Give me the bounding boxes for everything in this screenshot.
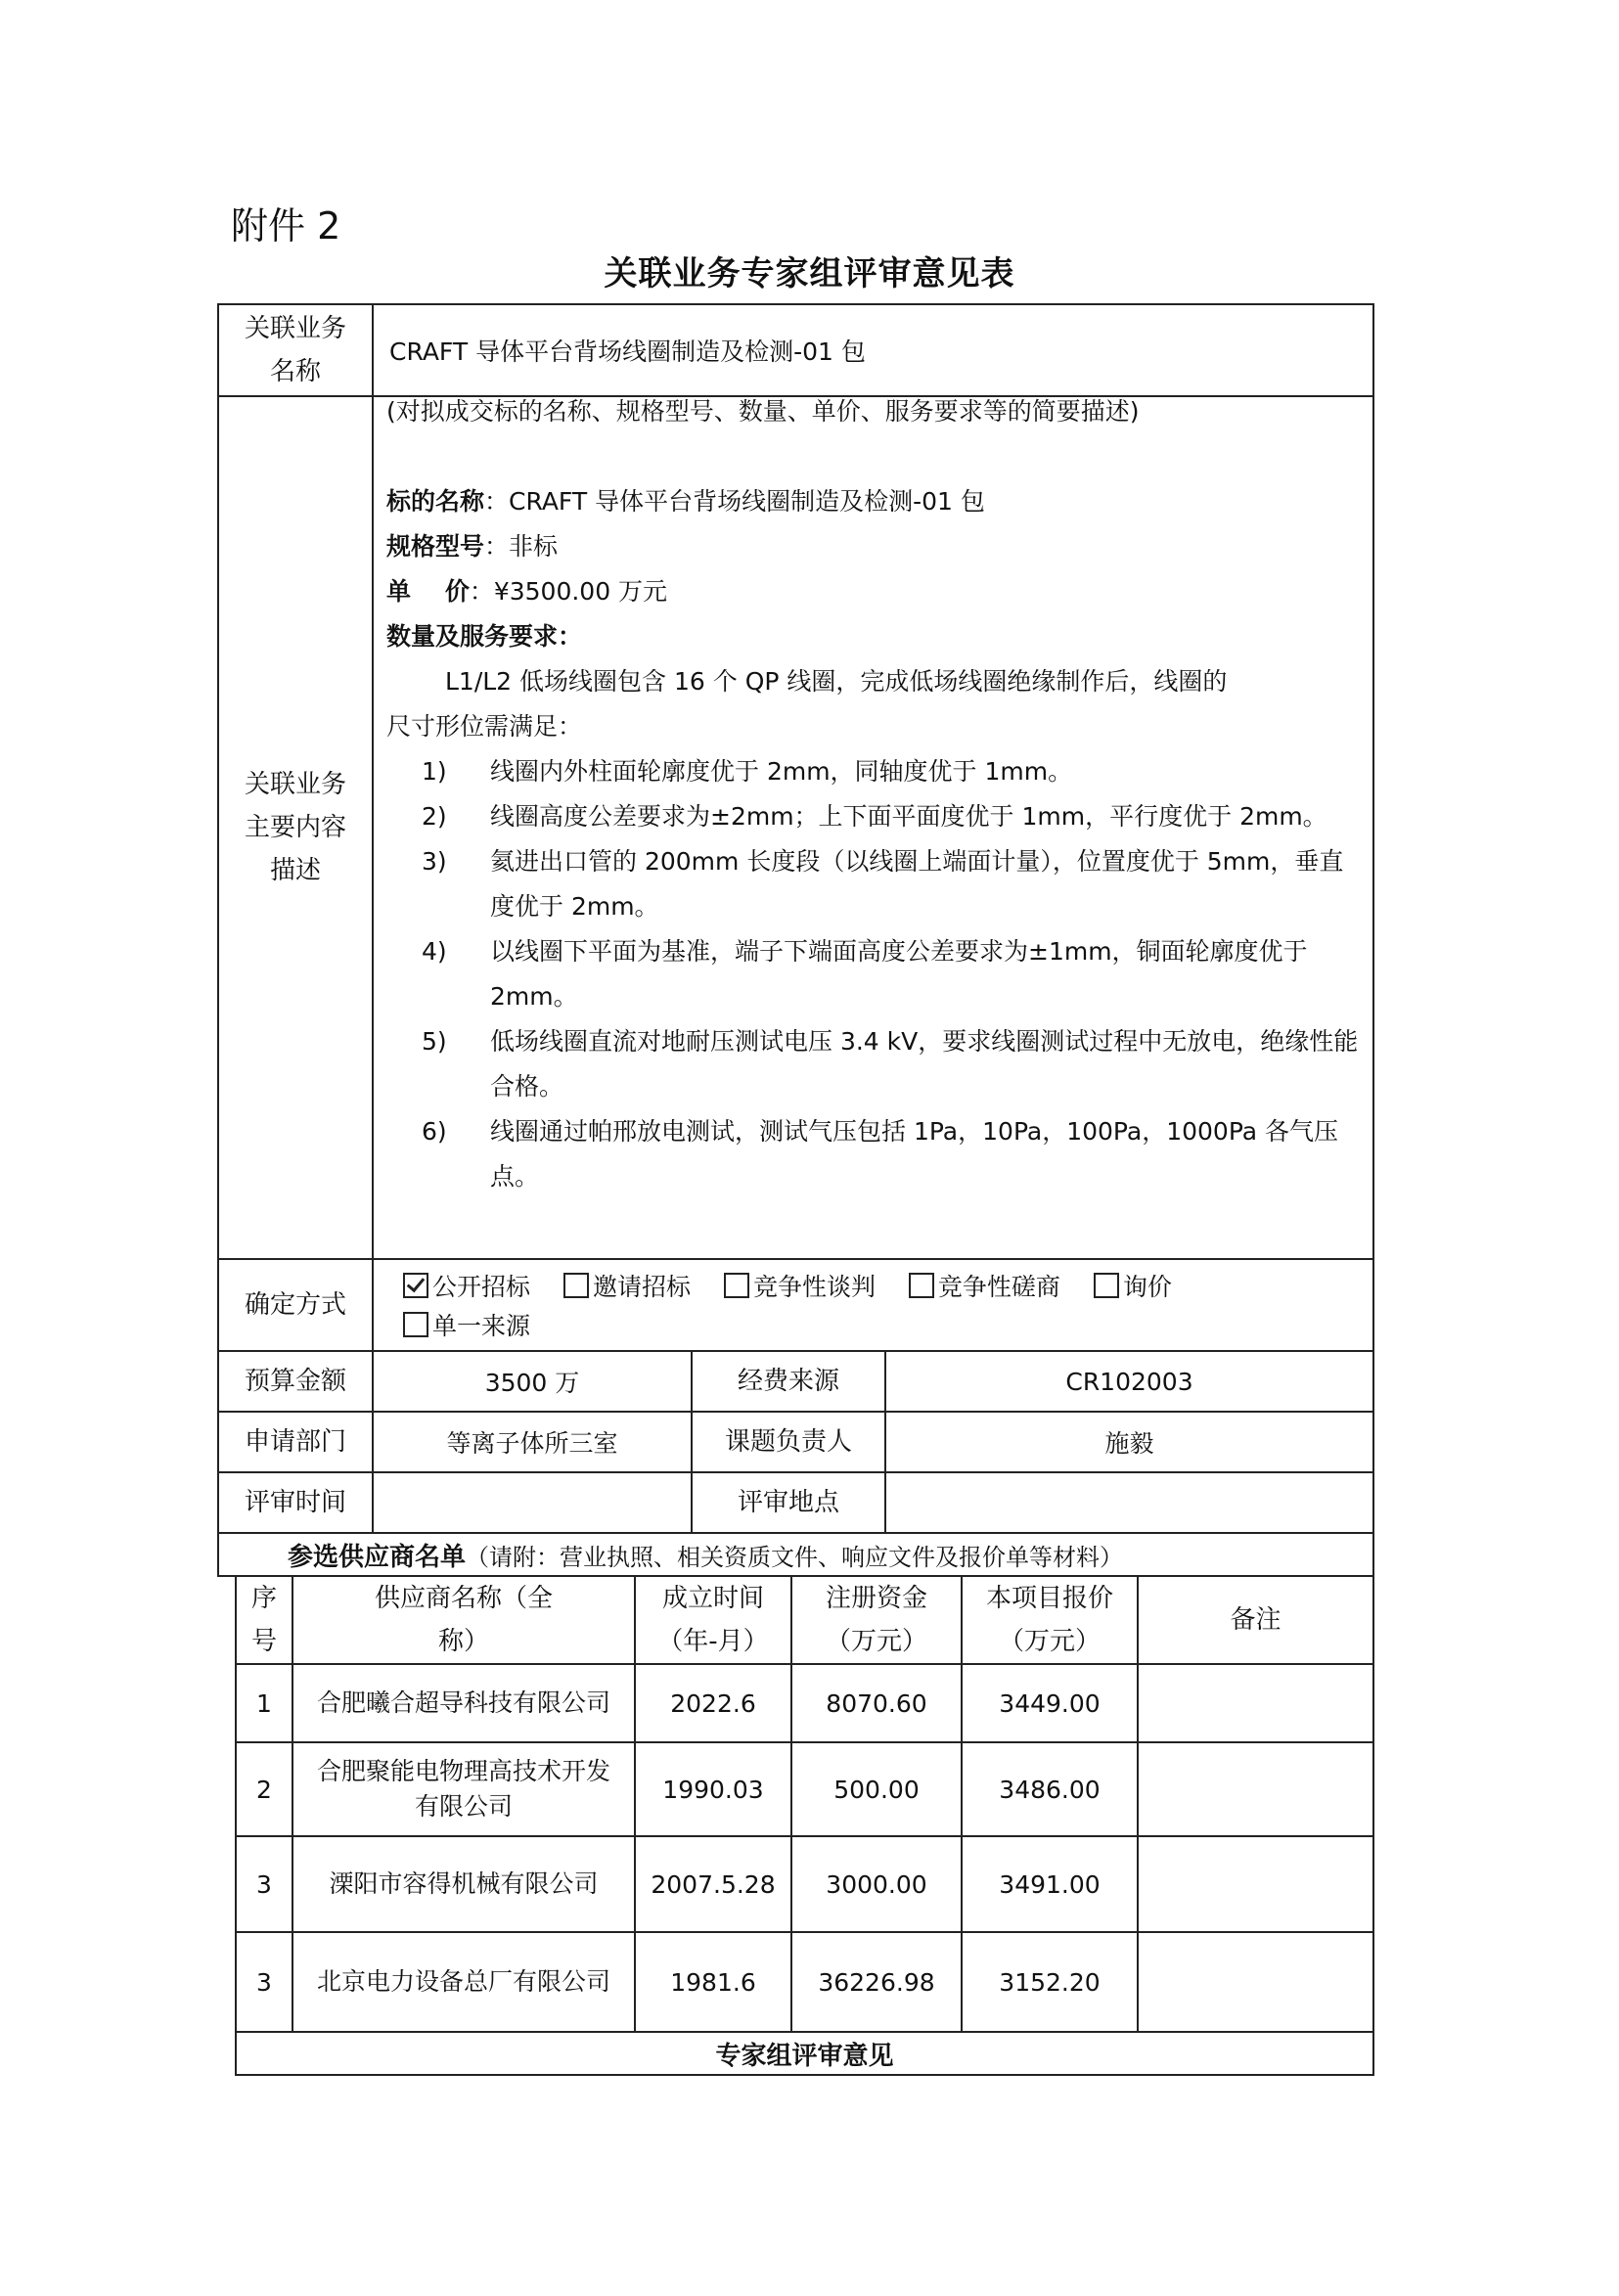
requirement-item: 2) 线圈高度公差要求为±2mm；上下面平面度优于 1mm，平行度优于 2mm。 bbox=[422, 802, 1327, 831]
review-place-label: 评审地点 bbox=[737, 1488, 839, 1517]
budget-value-cell bbox=[372, 1350, 693, 1413]
supplier-quote: 3491.00 bbox=[961, 1835, 1139, 1933]
supplier-quote: 3486.00 bbox=[961, 1741, 1139, 1837]
supplier-note bbox=[1137, 1931, 1374, 2033]
review-time-value-cell[interactable] bbox=[372, 1471, 693, 1534]
supplier-date: 1990.03 bbox=[634, 1741, 792, 1837]
fund-source-value: CR102003 bbox=[1065, 1367, 1193, 1396]
form-title: 关联业务专家组评审意见表 bbox=[604, 254, 1015, 293]
expert-opinion-heading-cell bbox=[235, 2031, 1374, 2076]
checkbox-icon[interactable] bbox=[563, 1273, 589, 1298]
leader-value-cell bbox=[884, 1411, 1374, 1473]
supplier-capital: 36226.98 bbox=[790, 1931, 963, 2033]
supplier-date: 2007.5.28 bbox=[634, 1835, 792, 1933]
method-option-inquiry[interactable]: 询价 bbox=[1094, 1273, 1172, 1301]
business-name-label-cell bbox=[217, 303, 374, 397]
suppliers-heading-cell bbox=[217, 1532, 1374, 1577]
supplier-note bbox=[1137, 1741, 1374, 1837]
col-header-no: 序号 bbox=[235, 1575, 293, 1665]
review-time-label: 评审时间 bbox=[244, 1488, 346, 1517]
expert-opinion-heading: 专家组评审意见 bbox=[715, 2041, 894, 2071]
leader-label: 课题负责人 bbox=[724, 1427, 852, 1457]
table-row: 3 bbox=[235, 1931, 293, 2033]
method-option-negotiation[interactable]: 竞争性谈判 bbox=[724, 1273, 876, 1301]
fund-source-label-cell bbox=[691, 1350, 886, 1413]
item-price-key: 单 价 bbox=[386, 577, 470, 606]
supplier-note bbox=[1137, 1835, 1374, 1933]
table-row: 2 bbox=[235, 1741, 293, 1837]
method-option-open-tender[interactable]: 公开招标 bbox=[403, 1273, 530, 1301]
requirements-para-1: L1/L2 低场线圈包含 16 个 QP 线圈，完成低场线圈绝缘制作后，线圈的 bbox=[445, 667, 1228, 696]
annex-label: 附件 2 bbox=[231, 204, 341, 248]
suppliers-heading: 参选供应商名单 bbox=[288, 1542, 467, 1572]
business-name-value: CRAFT 导体平台背场线圈制造及检测-01 包 bbox=[389, 338, 866, 366]
col-header-note: 备注 bbox=[1137, 1575, 1374, 1665]
item-name-value: ：CRAFT 导体平台背场线圈制造及检测-01 包 bbox=[484, 487, 985, 516]
fund-source-label: 经费来源 bbox=[737, 1367, 839, 1396]
requirement-item: 3) 氦进出口管的 200mm 长度段（以线圈上端面计量），位置度优于 5mm，垂直度优于 2mm。 bbox=[422, 847, 1344, 921]
dept-label-cell bbox=[217, 1411, 374, 1473]
col-header-name: 供应商名称（全称） bbox=[292, 1575, 636, 1665]
supplier-note bbox=[1137, 1663, 1374, 1743]
suppliers-heading-note: （请附：营业执照、相关资质文件、响应文件及报价单等材料） bbox=[466, 1543, 1124, 1571]
supplier-date: 2022.6 bbox=[634, 1663, 792, 1743]
review-place-label-cell bbox=[691, 1471, 886, 1534]
requirements-para-2: 尺寸形位需满足： bbox=[386, 712, 583, 741]
business-name-value-cell bbox=[372, 303, 1374, 397]
method-label-cell bbox=[217, 1258, 374, 1352]
description-intro: (对拟成交标的名称、规格型号、数量、单价、服务要求等的简要描述) bbox=[386, 397, 1140, 426]
checkbox-icon[interactable] bbox=[909, 1273, 934, 1298]
supplier-capital: 500.00 bbox=[790, 1741, 963, 1837]
dept-label: 申请部门 bbox=[244, 1427, 346, 1457]
description-label: 关联业务主要内容描述 bbox=[244, 770, 346, 885]
requirement-item: 6) 线圈通过帕邢放电测试，测试气压包括 1Pa，10Pa，100Pa，1000Pa 各气压点。 bbox=[422, 1117, 1339, 1191]
budget-label-cell bbox=[217, 1350, 374, 1413]
supplier-capital: 3000.00 bbox=[790, 1835, 963, 1933]
review-time-label-cell bbox=[217, 1471, 374, 1534]
col-header-date: 成立时间（年-月） bbox=[634, 1575, 792, 1665]
checkbox-icon[interactable] bbox=[403, 1312, 428, 1337]
budget-value: 3500 万 bbox=[484, 1369, 580, 1397]
leader-value: 施毅 bbox=[1104, 1429, 1154, 1458]
checkbox-icon[interactable] bbox=[1094, 1273, 1119, 1298]
checkbox-icon[interactable] bbox=[724, 1273, 749, 1298]
dept-value-cell bbox=[372, 1411, 693, 1473]
supplier-name: 北京电力设备总厂有限公司 bbox=[292, 1931, 636, 2033]
review-place-value-cell[interactable] bbox=[884, 1471, 1374, 1534]
method-option-single-source[interactable]: 单一来源 bbox=[403, 1312, 530, 1340]
item-price-value: ：¥3500.00 万元 bbox=[469, 577, 668, 606]
item-name-key: 标的名称 bbox=[386, 487, 485, 516]
checkbox-checked-icon[interactable] bbox=[403, 1273, 428, 1298]
leader-label-cell bbox=[691, 1411, 886, 1473]
table-row: 1 bbox=[235, 1663, 293, 1743]
requirement-item: 4) 以线圈下平面为基准，端子下端面高度公差要求为±1mm，铜面轮廓度优于 2mm。 bbox=[422, 937, 1308, 1011]
fund-source-value-cell bbox=[884, 1350, 1374, 1413]
supplier-quote: 3449.00 bbox=[961, 1663, 1139, 1743]
budget-label: 预算金额 bbox=[244, 1367, 346, 1396]
method-label: 确定方式 bbox=[244, 1290, 346, 1320]
requirement-item: 1) 线圈内外柱面轮廓度优于 2mm，同轴度优于 1mm。 bbox=[422, 757, 1073, 786]
supplier-name: 合肥聚能电物理高技术开发有限公司 bbox=[292, 1741, 636, 1837]
method-option-consultation[interactable]: 竞争性磋商 bbox=[909, 1273, 1060, 1301]
supplier-capital: 8070.60 bbox=[790, 1663, 963, 1743]
table-row: 3 bbox=[235, 1835, 293, 1933]
description-content bbox=[386, 389, 1365, 1199]
supplier-date: 1981.6 bbox=[634, 1931, 792, 2033]
col-header-capital: 注册资金（万元） bbox=[790, 1575, 963, 1665]
item-model-value: ：非标 bbox=[484, 532, 559, 561]
description-label-cell bbox=[217, 395, 374, 1260]
supplier-name: 溧阳市容得机械有限公司 bbox=[292, 1835, 636, 1933]
col-header-quote: 本项目报价（万元） bbox=[961, 1575, 1139, 1665]
dept-value: 等离子体所三室 bbox=[446, 1429, 618, 1458]
requirement-item: 5) 低场线圈直流对地耐压测试电压 3.4 kV，要求线圈测试过程中无放电，绝缘性能合格。 bbox=[422, 1027, 1359, 1101]
business-name-label: 关联业务名称 bbox=[244, 314, 346, 386]
item-requirements-key: 数量及服务要求： bbox=[386, 622, 583, 651]
item-model-key: 规格型号 bbox=[386, 532, 485, 561]
supplier-quote: 3152.20 bbox=[961, 1931, 1139, 2033]
supplier-name: 合肥曦合超导科技有限公司 bbox=[292, 1663, 636, 1743]
method-options-cell bbox=[372, 1258, 1374, 1352]
method-option-invited-tender[interactable]: 邀请招标 bbox=[563, 1273, 691, 1301]
